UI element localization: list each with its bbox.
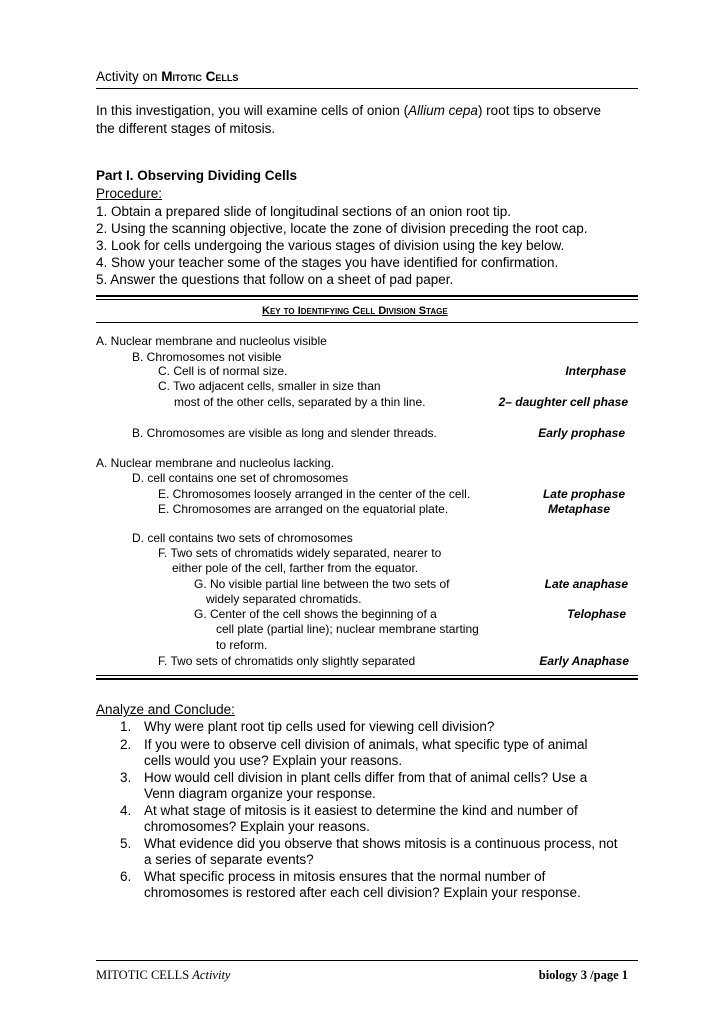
key-line: G. Center of the cell shows the beginning of a [194, 607, 437, 621]
stage-metaphase: Metaphase [547, 502, 610, 516]
question-line: a series of separate events? [144, 852, 314, 867]
stage-early-prophase: Early prophase [538, 426, 625, 440]
key-bottom-rule-thin [96, 675, 638, 676]
question-line: At what stage of mitosis is it easiest to determine the kind and number of [144, 803, 578, 818]
stage-late-anaphase: Late anaphase [544, 577, 628, 591]
key-line: D. cell contains one set of chromosomes [132, 471, 349, 485]
question-number: 3. [120, 770, 132, 785]
page-title [96, 68, 238, 85]
question-line: cells would you use? Explain your reasons. [144, 753, 403, 768]
key-line: C. Cell is of normal size. [158, 364, 288, 378]
question-line: What specific process in mitosis ensures that the normal number of [144, 869, 546, 884]
key-line: E. Chromosomes loosely arranged in the center of the cell. [158, 487, 471, 501]
stage-daughter-cell: 2– daughter cell phase [498, 395, 628, 409]
question-number: 2. [120, 737, 132, 752]
key-line: either pole of the cell, farther from the equator. [172, 561, 419, 575]
key-line: E. Chromosomes are arranged on the equatorial plate. [158, 502, 449, 516]
intro-species: Allium cepa [408, 103, 478, 118]
procedure-step: 2. Using the scanning objective, locate the zone of division preceding the root cap. [96, 221, 588, 236]
key-line: G. No visible partial line between the two sets of [194, 577, 450, 591]
stage-late-prophase: Late prophase [542, 487, 625, 501]
analyze-heading: Analyze and Conclude: [96, 702, 235, 717]
key-title [262, 304, 448, 318]
key-line: F. Two sets of chromatids widely separated, nearer to [158, 546, 442, 560]
procedure-step: 1. Obtain a prepared slide of longitudinal sections of an onion root tip. [96, 204, 512, 219]
question-line: chromosomes is restored after each cell division? Explain your response. [144, 885, 581, 900]
question-line: Why were plant root tip cells used for viewing cell division? [144, 719, 495, 734]
stage-early-anaphase: Early Anaphase [539, 654, 629, 668]
question-line: How would cell division in plant cells differ from that of animal cells? Use a [144, 770, 588, 785]
question-line: What evidence did you observe that shows mitosis is a continuous process, not [144, 836, 618, 851]
procedure-step: 5. Answer the questions that follow on a sheet of pad paper. [96, 272, 454, 287]
stage-interphase: Interphase [565, 364, 626, 378]
question-number: 4. [120, 803, 132, 818]
procedure-label: Procedure: [96, 186, 163, 201]
key-top-rule-thin [96, 299, 638, 300]
key-line: A. Nuclear membrane and nucleolus visible [96, 334, 327, 348]
question-line: If you were to observe cell division of animals, what specific type of animal [144, 737, 588, 752]
key-line: cell plate (partial line); nuclear membrane starting [216, 622, 479, 636]
key-title-text: Key to Identifying Cell Division Stage [262, 305, 448, 317]
key-line: widely separated chromatids. [206, 592, 362, 606]
question-number: 6. [120, 869, 132, 884]
footer-left [96, 968, 230, 983]
page-title-emphasis: Mitotic Cells [161, 69, 239, 84]
stage-telophase: Telophase [567, 607, 626, 621]
key-line: B. Chromosomes not visible [132, 350, 282, 364]
footer-doc-name: MITOTIC CELLS [96, 968, 190, 982]
question-number: 5. [120, 836, 132, 851]
intro-text-after: ) root tips to observe [477, 103, 601, 118]
header-divider [96, 88, 638, 89]
key-title-rule [96, 322, 638, 323]
intro-text-before: In this investigation, you will examine cells of onion ( [96, 103, 409, 118]
procedure-step: 4. Show your teacher some of the stages you have identified for confirmation. [96, 255, 559, 270]
footer-divider [96, 960, 638, 961]
key-line: D. cell contains two sets of chromosomes [132, 531, 353, 545]
question-line: Venn diagram organize your response. [144, 786, 376, 801]
key-line: to reform. [216, 638, 268, 652]
intro-line-1 [96, 102, 601, 119]
key-line: F. Two sets of chromatids only slightly separated [158, 654, 416, 668]
intro-line-2: the different stages of mitosis. [96, 121, 276, 136]
key-line: A. Nuclear membrane and nucleolus lacking. [96, 456, 335, 470]
key-top-rule [96, 295, 638, 297]
key-line: B. Chromosomes are visible as long and slender threads. [132, 426, 437, 440]
key-bottom-rule [96, 678, 638, 680]
procedure-step: 3. Look for cells undergoing the various stages of division using the key below. [96, 238, 565, 253]
key-line: C. Two adjacent cells, smaller in size than [158, 379, 381, 393]
footer-page-info: biology 3 /page 1 [538, 968, 628, 982]
page-title-prefix: Activity on [96, 69, 162, 84]
footer-doc-type: Activity [192, 968, 231, 982]
part1-heading: Part I. Observing Dividing Cells [96, 168, 298, 183]
question-line: chromosomes? Explain your reasons. [144, 819, 370, 834]
key-line: most of the other cells, separated by a thin line. [174, 395, 426, 409]
question-number: 1. [120, 719, 132, 734]
